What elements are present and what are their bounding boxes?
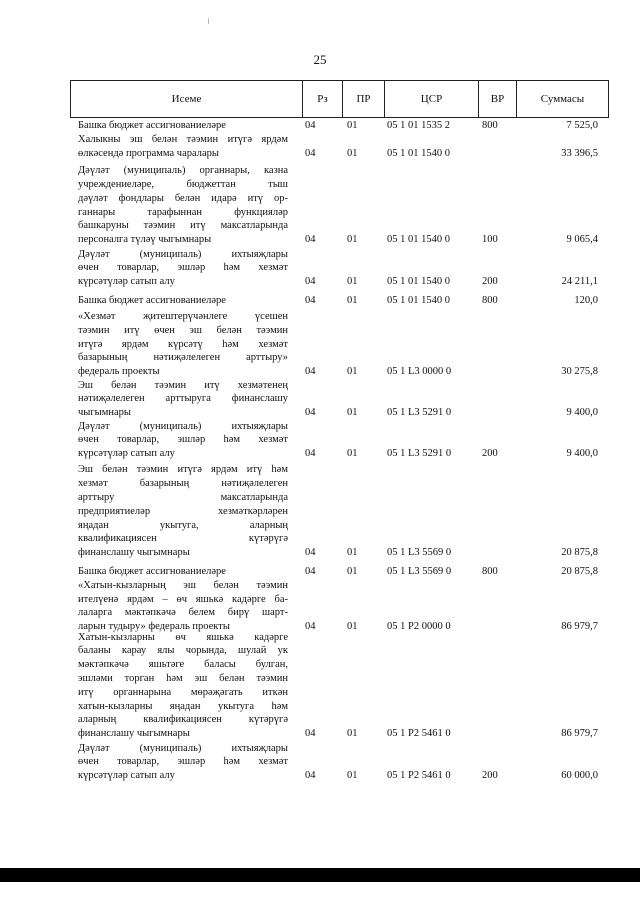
cell-vr: 200 <box>482 448 498 460</box>
scan-border-bar <box>0 868 640 882</box>
cell-sum: 120,0 <box>574 295 598 307</box>
cell-csr: 05 1 01 1540 0 <box>387 234 450 246</box>
row-name-line: баланы карау ялы чорында, шулай ук <box>78 645 288 657</box>
row-name-line: финанслашу чыгымнары <box>78 547 190 559</box>
cell-sum: 7 525,0 <box>566 120 598 132</box>
table-row <box>0 420 640 461</box>
cell-sum: 60 000,0 <box>561 770 598 782</box>
row-name <box>78 164 288 247</box>
cell-pr: 01 <box>347 276 358 288</box>
table-row <box>0 164 640 247</box>
row-name-line: Дәүләт (муниципаль) ихтыяҗлары <box>78 742 288 754</box>
table-row <box>0 565 640 579</box>
row-name-line: тәэмин итү өчен эш белән тәэмин <box>78 324 288 336</box>
cell-rz: 04 <box>305 770 316 782</box>
cell-pr: 01 <box>347 234 358 246</box>
table-row <box>0 310 640 379</box>
column-header-vr: ВР <box>479 81 517 118</box>
row-name-line: Дәүләт (муниципаль) органнары, казна <box>78 165 288 177</box>
table-row <box>0 463 640 560</box>
cell-csr: 05 1 01 1540 0 <box>387 148 450 160</box>
row-name-line: хатын-кызларны яңадан укытуга һәм <box>78 700 288 712</box>
cell-csr: 05 1 L3 0000 0 <box>387 366 452 378</box>
table-row <box>0 119 640 133</box>
row-name-line: күрсәтүләр сатып алу <box>78 276 175 288</box>
cell-csr: 05 1 01 1535 2 <box>387 120 450 132</box>
row-name-line: өчен товарлар, эшләр һәм хезмәт <box>78 262 288 274</box>
cell-sum: 86 979,7 <box>561 728 598 740</box>
row-name-line: Эш белән тәэмин итү хезмәтенең <box>78 379 288 391</box>
row-name-line: ителүенә ярдәм – өч яшькә кадәрге ба- <box>78 593 288 605</box>
cell-vr: 800 <box>482 566 498 578</box>
row-name <box>78 565 288 579</box>
cell-sum: 20 875,8 <box>561 566 598 578</box>
table-row <box>0 631 640 741</box>
row-name-line: ларын тудыру» федераль проекты <box>78 621 230 633</box>
cell-pr: 01 <box>347 120 358 132</box>
row-name-line: күрсәтүләр сатып алу <box>78 448 175 460</box>
cell-rz: 04 <box>305 148 316 160</box>
cell-csr: 05 1 P2 0000 0 <box>387 621 451 633</box>
cell-sum: 86 979,7 <box>561 621 598 633</box>
row-name-line: Дәүләт (муниципаль) ихтыяҗлары <box>78 420 288 432</box>
column-header-name: Исеме <box>71 81 303 118</box>
cell-vr: 100 <box>482 234 498 246</box>
cell-sum: 9 065,4 <box>566 234 598 246</box>
row-name <box>78 294 288 308</box>
row-name-line: Башка бюджет ассигнованиеләре <box>78 295 226 307</box>
cell-pr: 01 <box>347 728 358 740</box>
row-name-line: Дәүләт (муниципаль) ихтыяҗлары <box>78 248 288 260</box>
cell-csr: 05 1 L3 5569 0 <box>387 566 452 578</box>
cell-csr: 05 1 L3 5291 0 <box>387 407 452 419</box>
cell-rz: 04 <box>305 448 316 460</box>
row-name-line: аларның квалификациясен күтәрүгә <box>78 714 288 726</box>
cell-pr: 01 <box>347 448 358 460</box>
row-name-line: нәтиҗәлелеген арттыруга финанслашу <box>78 393 288 405</box>
cell-rz: 04 <box>305 366 316 378</box>
cell-vr: 800 <box>482 120 498 132</box>
column-header-csr: ЦСР <box>385 81 479 118</box>
row-name <box>78 248 288 289</box>
row-name-line: итү органнарына мөрәҗәгать иткән <box>78 686 288 698</box>
row-name-line: квалификациясен күтәрүгә <box>78 533 288 545</box>
cell-rz: 04 <box>305 566 316 578</box>
row-name <box>78 631 288 741</box>
row-name-line: финанслашу чыгымнары <box>78 728 190 740</box>
row-name-line: Башка бюджет ассигнованиеләре <box>78 120 226 132</box>
row-name-line: яңадан укытуга, аларның <box>78 519 288 531</box>
table-row <box>0 133 640 161</box>
cell-pr: 01 <box>347 407 358 419</box>
row-name-line: чыгымнары <box>78 407 131 419</box>
cell-vr: 200 <box>482 276 498 288</box>
cell-sum: 20 875,8 <box>561 547 598 559</box>
cell-vr: 800 <box>482 295 498 307</box>
cell-sum: 9 400,0 <box>566 407 598 419</box>
row-name <box>78 742 288 783</box>
column-header-pr: ПР <box>343 81 385 118</box>
table-row <box>0 248 640 289</box>
row-name-line: персоналга түләү чыгымнары <box>78 234 212 246</box>
row-name-line: итүгә ярдәм күрсәтү һәм хезмәт <box>78 338 288 350</box>
row-name-line: өчен товарлар, эшләр һәм хезмәт <box>78 434 288 446</box>
row-name-line: базарының нәтиҗәлелеген арттыру» <box>78 352 288 364</box>
page-number: 25 <box>313 52 327 67</box>
row-name-line: Халыкны эш белән тәэмин итүгә ярдәм <box>78 134 288 146</box>
row-name-line: арттыру максатларында <box>78 492 288 503</box>
cell-sum: 30 275,8 <box>561 366 598 378</box>
row-name-line: учреждениеләре, бюджеттан тыш <box>78 179 288 190</box>
row-name <box>78 379 288 420</box>
row-name <box>78 579 288 634</box>
row-name-line: хезмәт базарының нәтиҗәлелеген <box>78 478 288 490</box>
row-name-line: эшләми торган һәм эш белән тәэмин <box>78 673 288 684</box>
row-name-line: федераль проекты <box>78 366 160 378</box>
table-row <box>0 379 640 420</box>
row-name-line: дәүләт фондлары белән идарә итү ор- <box>78 192 288 204</box>
cell-sum: 33 396,5 <box>561 148 598 160</box>
table-row <box>0 294 640 308</box>
row-name-line: өчен товарлар, эшләр һәм хезмәт <box>78 756 288 768</box>
cell-pr: 01 <box>347 547 358 559</box>
row-name <box>78 310 288 379</box>
row-name-line: «Хатын-кызларның эш белән тәэмин <box>78 579 288 591</box>
table-header <box>70 80 609 118</box>
row-name-line: «Хезмәт җитештерүчәнлеге үсешен <box>78 311 288 323</box>
row-name-line: ганнары тарафыннан функцияләр <box>78 206 288 218</box>
cell-pr: 01 <box>347 621 358 633</box>
cell-rz: 04 <box>305 547 316 559</box>
cell-rz: 04 <box>305 407 316 419</box>
cell-rz: 04 <box>305 276 316 288</box>
cell-csr: 05 1 P2 5461 0 <box>387 728 451 740</box>
column-header-sum: Суммасы <box>517 81 609 118</box>
cell-pr: 01 <box>347 148 358 160</box>
cell-rz: 04 <box>305 120 316 132</box>
cell-pr: 01 <box>347 770 358 782</box>
column-header-rz: Рз <box>303 81 343 118</box>
cell-csr: 05 1 01 1540 0 <box>387 295 450 307</box>
cell-csr: 05 1 L3 5291 0 <box>387 448 452 460</box>
row-name-line: башкаруны тәэмин итү максатларында <box>78 220 288 232</box>
cell-vr: 200 <box>482 770 498 782</box>
row-name-line: өлкәсендә программа чаралары <box>78 148 219 160</box>
row-name <box>78 463 288 560</box>
cell-pr: 01 <box>347 295 358 307</box>
row-name-line: күрсәтүләр сатып алу <box>78 770 175 782</box>
cell-pr: 01 <box>347 566 358 578</box>
cell-csr: 05 1 L3 5569 0 <box>387 547 452 559</box>
row-name-line: предприятиеләр хезмәткәрләрен <box>78 505 288 517</box>
table-row <box>0 742 640 783</box>
cell-rz: 04 <box>305 234 316 246</box>
row-name-line: лаларга мәктәпкәчә белем бирү шарт- <box>78 607 288 619</box>
row-name-line: Башка бюджет ассигнованиеләре <box>78 566 226 578</box>
cell-rz: 04 <box>305 621 316 633</box>
row-name <box>78 420 288 461</box>
scan-mark <box>208 18 209 24</box>
row-name <box>78 133 288 161</box>
cell-sum: 24 211,1 <box>561 276 598 288</box>
row-name-line: Эш белән тәэмин итүгә ярдәм итү һәм <box>78 464 288 476</box>
row-name-line: Хатын-кызларны өч яшькә кадәрге <box>78 631 288 643</box>
row-name <box>78 119 288 133</box>
cell-csr: 05 1 P2 5461 0 <box>387 770 451 782</box>
row-name-line: мәктәпкәчә яшьтәге баласы булган, <box>78 659 288 671</box>
table-row <box>0 579 640 634</box>
cell-pr: 01 <box>347 366 358 378</box>
cell-rz: 04 <box>305 295 316 307</box>
cell-sum: 9 400,0 <box>566 448 598 460</box>
cell-rz: 04 <box>305 728 316 740</box>
cell-csr: 05 1 01 1540 0 <box>387 276 450 288</box>
